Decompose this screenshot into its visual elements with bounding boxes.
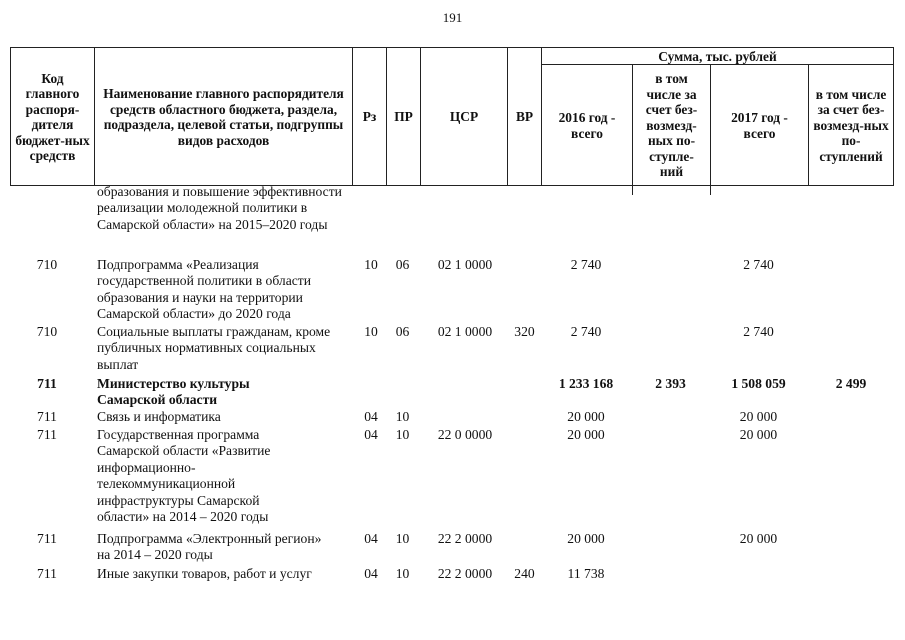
row-2017-total: 20 000 xyxy=(739,531,778,546)
row-code: 710 xyxy=(36,324,58,339)
row-pr: 10 xyxy=(395,427,410,442)
page-number: 191 xyxy=(442,10,463,25)
header-code: Код главного распоря-дителя бюджет-ных средств xyxy=(10,47,94,186)
row-code: 711 xyxy=(37,531,57,546)
row-2016-total: 20 000 xyxy=(567,531,605,546)
row-name: Государственная программа Самарской области «Развитие информационно-телекоммуникационной инфраструктуры Самарской области» на 2014 – 2020 годы xyxy=(97,427,271,525)
header-2016-total: 2016 год - всего xyxy=(541,64,632,186)
row-code: 710 xyxy=(36,257,58,272)
row-csr: 02 1 0000 xyxy=(437,324,493,339)
row-rz: 10 xyxy=(364,257,378,272)
row-rz: 10 xyxy=(364,324,378,339)
row-name: Подпрограмма «Электронный регион» на 2014 – 2020 годы xyxy=(97,531,322,563)
row-2016-total: 20 000 xyxy=(567,409,605,424)
header-2017-total: 2017 год - всего xyxy=(710,64,808,186)
row-name: Социальные выплаты гражданам, кроме публичных нормативных социальных выплат xyxy=(97,324,331,372)
row-2017-total: 20 000 xyxy=(739,409,778,424)
header-rz: Рз xyxy=(352,47,386,186)
row-code: 711 xyxy=(37,376,57,391)
row-2016-total: 20 000 xyxy=(567,427,605,442)
row-pr: 10 xyxy=(395,409,410,424)
header-2016-free: в том числе за счет без-возмезд-ных по-ступле-ний xyxy=(632,64,710,186)
row-2017-total: 2 740 xyxy=(743,324,774,339)
header-pr: ПР xyxy=(386,47,420,186)
row-name: Связь и информатика xyxy=(97,409,221,424)
row-rz: 04 xyxy=(364,566,378,581)
row-2016-total: 2 740 xyxy=(570,324,602,339)
row-name: образования и повышение эффективности реализации молодежной политики в Самарской области» на 2015–2020 годы xyxy=(97,184,342,232)
row-pr: 10 xyxy=(395,531,410,546)
column-divider xyxy=(710,185,711,195)
row-csr: 02 1 0000 xyxy=(437,257,493,272)
row-2016-total: 2 740 xyxy=(570,257,602,272)
row-code: 711 xyxy=(37,566,57,581)
row-2017-free: 2 499 xyxy=(835,376,867,391)
header-vr: ВР xyxy=(507,47,541,186)
row-pr: 06 xyxy=(395,324,410,339)
row-rz: 04 xyxy=(364,531,378,546)
header-name: Наименование главного распорядителя средств областного бюджета, раздела, подраздела, целевой статьи, подгруппы видов расходов xyxy=(94,47,352,186)
row-vr: 320 xyxy=(514,324,535,339)
row-code: 711 xyxy=(37,427,57,442)
row-2017-total: 2 740 xyxy=(743,257,774,272)
header-2017-free: в том числе за счет без-возмезд-ных по-ступлений xyxy=(808,64,894,186)
row-2016-total: 1 233 168 xyxy=(558,376,614,391)
row-pr: 10 xyxy=(395,566,410,581)
row-2017-total: 20 000 xyxy=(739,427,778,442)
row-2017-total: 1 508 059 xyxy=(731,376,786,391)
row-rz: 04 xyxy=(364,409,378,424)
row-csr: 22 0 0000 xyxy=(437,427,493,442)
row-pr: 06 xyxy=(395,257,410,272)
row-name: Подпрограмма «Реализация государственной политики в области образования и науки на территории Самарской области» до 2020 года xyxy=(97,257,311,322)
row-csr: 22 2 0000 xyxy=(437,531,493,546)
row-2016-free: 2 393 xyxy=(655,376,686,391)
row-csr: 22 2 0000 xyxy=(437,566,493,581)
header-sum: Сумма, тыс. рублей xyxy=(541,47,894,65)
row-name: Министерство культуры Самарской области xyxy=(97,376,250,408)
header-csr: ЦСР xyxy=(420,47,507,186)
row-2016-total: 11 738 xyxy=(567,566,605,581)
row-vr: 240 xyxy=(514,566,535,581)
column-divider xyxy=(632,185,633,195)
row-code: 711 xyxy=(37,409,57,424)
row-rz: 04 xyxy=(364,427,378,442)
row-name: Иные закупки товаров, работ и услуг xyxy=(97,566,312,581)
